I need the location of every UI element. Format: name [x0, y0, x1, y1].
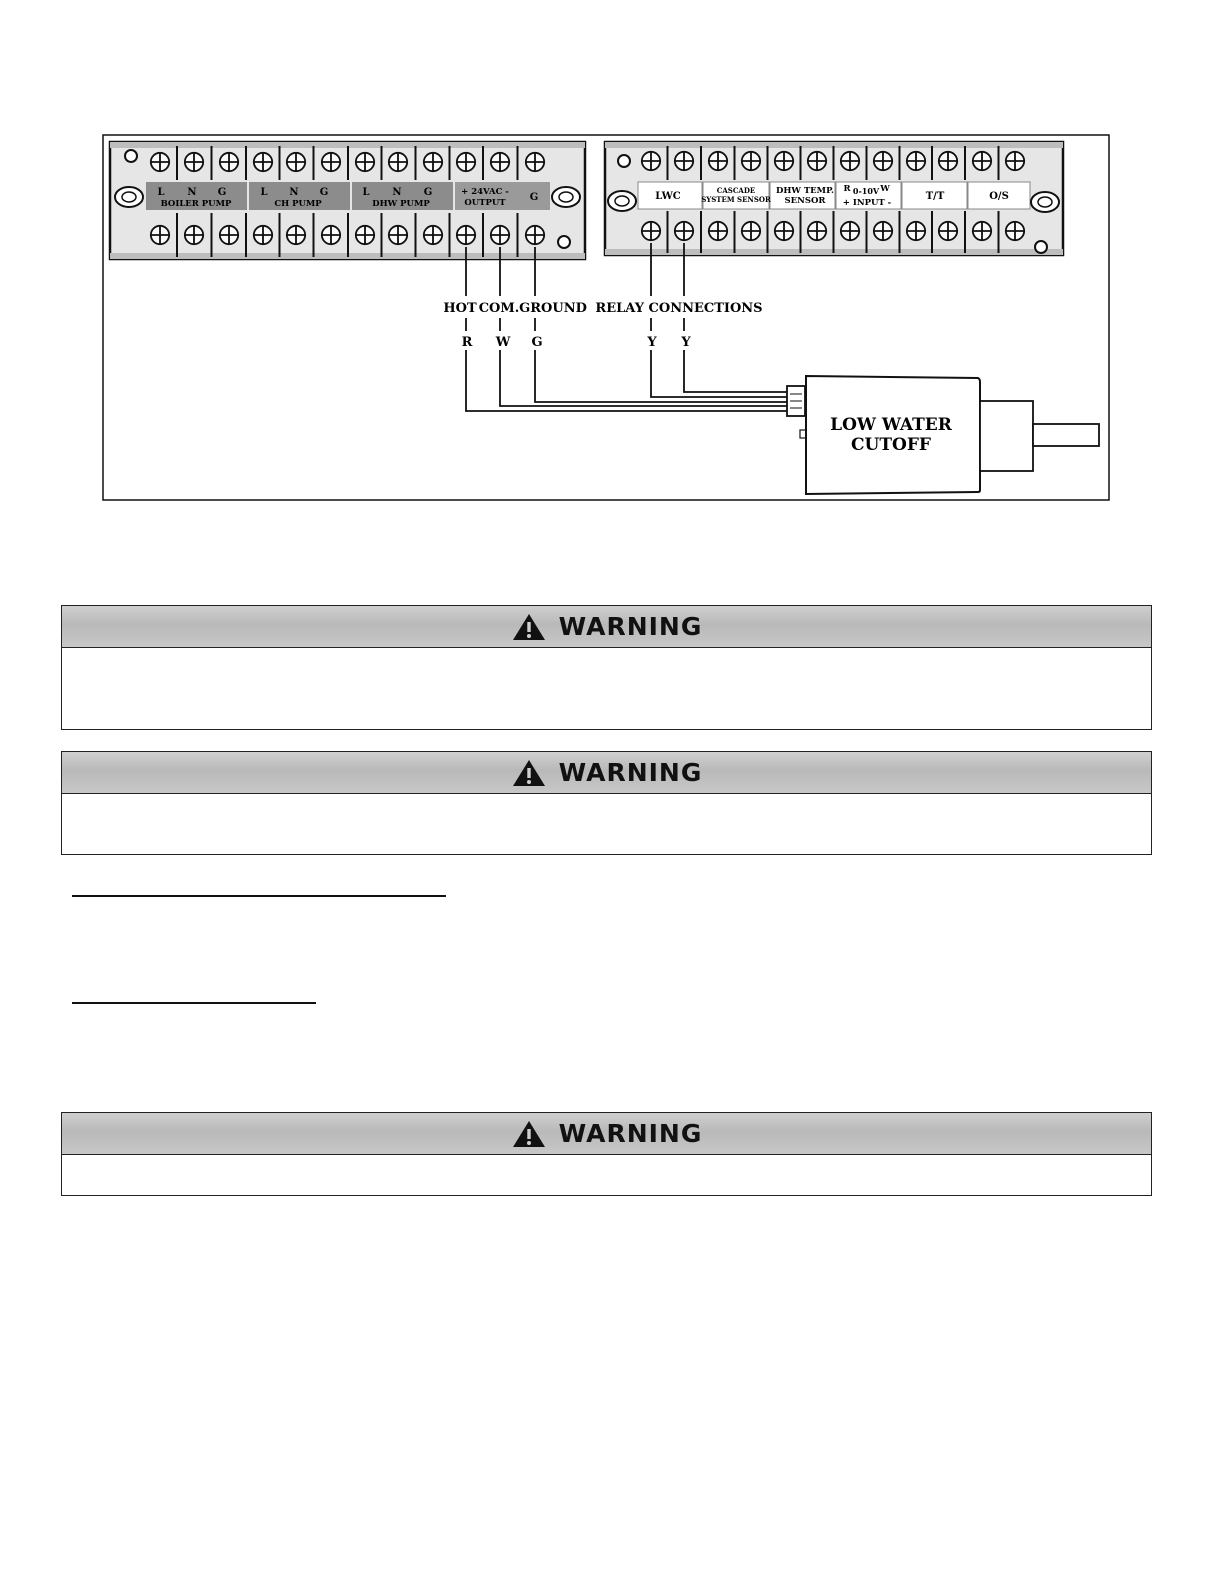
terminal-screw	[457, 153, 475, 171]
probe-collar	[980, 401, 1033, 471]
terminal-screw	[808, 152, 826, 170]
terminal-screw	[907, 152, 925, 170]
warning-box	[61, 751, 1152, 855]
terminal-screw	[254, 226, 272, 244]
warning-triangle-icon	[511, 612, 547, 642]
terminal-screw	[322, 153, 340, 171]
wire-g-label: G	[531, 335, 543, 350]
warning-header	[62, 1113, 1151, 1155]
terminal-screw	[939, 222, 957, 240]
terminal-screw	[709, 222, 727, 240]
boiler-pump-label: BOILER PUMP	[160, 199, 232, 209]
terminal-screw	[1006, 222, 1024, 240]
warning-title: WARNING	[558, 612, 703, 641]
terminal-screw	[675, 222, 693, 240]
terminal-label: N	[187, 187, 197, 198]
input-w-label: W	[880, 184, 890, 194]
warning-header	[62, 606, 1151, 648]
wire-r-label: R	[461, 335, 473, 350]
device-label-line1: LOW WATER	[830, 415, 952, 435]
terminal-label: L	[362, 187, 370, 198]
terminal-screw	[424, 226, 442, 244]
terminal-screw	[254, 153, 272, 171]
terminal-label: G	[423, 187, 433, 198]
terminal-screw	[775, 222, 793, 240]
terminal-screw	[185, 153, 203, 171]
com-label: COM.	[478, 301, 520, 316]
terminal-screw	[709, 152, 727, 170]
os-label: O/S	[989, 191, 1009, 202]
terminal-label: N	[289, 187, 299, 198]
left-terminal-strip	[110, 142, 585, 259]
terminal-screw	[675, 152, 693, 170]
section-heading-underline	[72, 895, 446, 897]
terminal-screw	[775, 152, 793, 170]
terminal-screw	[526, 226, 544, 244]
dhw-temp-label: DHW TEMP.	[775, 186, 835, 196]
terminal-screw	[151, 226, 169, 244]
terminal-label: L	[260, 187, 268, 198]
terminal-screw	[185, 226, 203, 244]
cascade-label: CASCADE	[716, 186, 756, 195]
0-10v-label: 0-10V	[852, 186, 880, 196]
terminal-screw	[220, 153, 238, 171]
terminal-screw	[287, 153, 305, 171]
warning-header	[62, 752, 1151, 794]
terminal-screw	[457, 226, 475, 244]
terminal-screw	[742, 222, 760, 240]
wire-y2-label: Y	[681, 335, 691, 350]
section-heading-underline	[72, 1002, 316, 1004]
terminal-screw	[642, 152, 660, 170]
warning-box	[61, 605, 1152, 730]
terminal-screw	[841, 152, 859, 170]
relay-connections-label: RELAY CONNECTIONS	[595, 301, 763, 316]
warning-triangle-icon	[511, 758, 547, 788]
terminal-screw	[356, 226, 374, 244]
terminal-screw	[491, 153, 509, 171]
ground-label: GROUND	[519, 301, 587, 316]
warning-title: WARNING	[558, 758, 703, 787]
terminal-screw	[874, 152, 892, 170]
terminal-label: L	[157, 187, 165, 198]
terminal-screw	[526, 153, 544, 171]
terminal-screw	[874, 222, 892, 240]
24vac-label: + 24VAC -	[461, 187, 509, 197]
hot-label: HOT	[443, 301, 477, 316]
terminal-screw	[973, 222, 991, 240]
wiring-diagram	[0, 0, 1224, 520]
wire-w-label: W	[495, 335, 511, 350]
terminal-screw	[742, 152, 760, 170]
wire-y1-label: Y	[647, 335, 657, 350]
terminal-screw	[322, 226, 340, 244]
tt-label: T/T	[925, 191, 945, 202]
terminal-label: G	[319, 187, 329, 198]
terminal-screw	[389, 153, 407, 171]
warning-triangle-icon	[511, 1119, 547, 1149]
terminal-screw	[220, 226, 238, 244]
warning-title: WARNING	[558, 1119, 703, 1148]
terminal-screw	[841, 222, 859, 240]
output-label: OUTPUT	[464, 198, 506, 208]
terminal-screw	[287, 226, 305, 244]
lwc-label: LWC	[655, 191, 681, 202]
ch-pump-label: CH PUMP	[274, 199, 322, 209]
terminal-screw	[389, 226, 407, 244]
terminal-screw	[973, 152, 991, 170]
terminal-screw	[151, 153, 169, 171]
input-r-label: R	[843, 184, 851, 194]
input-label: + INPUT -	[842, 198, 892, 208]
terminal-screw	[808, 222, 826, 240]
terminal-screw	[939, 152, 957, 170]
terminal-label: G	[217, 187, 227, 198]
terminal-screw	[907, 222, 925, 240]
terminal-screw	[642, 222, 660, 240]
terminal-label: N	[392, 187, 402, 198]
probe-rod	[1033, 424, 1099, 446]
terminal-screw	[356, 153, 374, 171]
system-sensor-label: SYSTEM SENSOR	[701, 195, 771, 204]
dhw-pump-label: DHW PUMP	[372, 199, 430, 209]
terminal-screw	[1006, 152, 1024, 170]
ground-terminal-label: G	[529, 192, 539, 203]
terminal-screw	[491, 226, 509, 244]
right-terminal-strip	[605, 142, 1063, 255]
warning-box	[61, 1112, 1152, 1196]
device-label-line2: CUTOFF	[851, 435, 931, 455]
terminal-screw	[424, 153, 442, 171]
sensor-label: SENSOR	[784, 196, 826, 206]
